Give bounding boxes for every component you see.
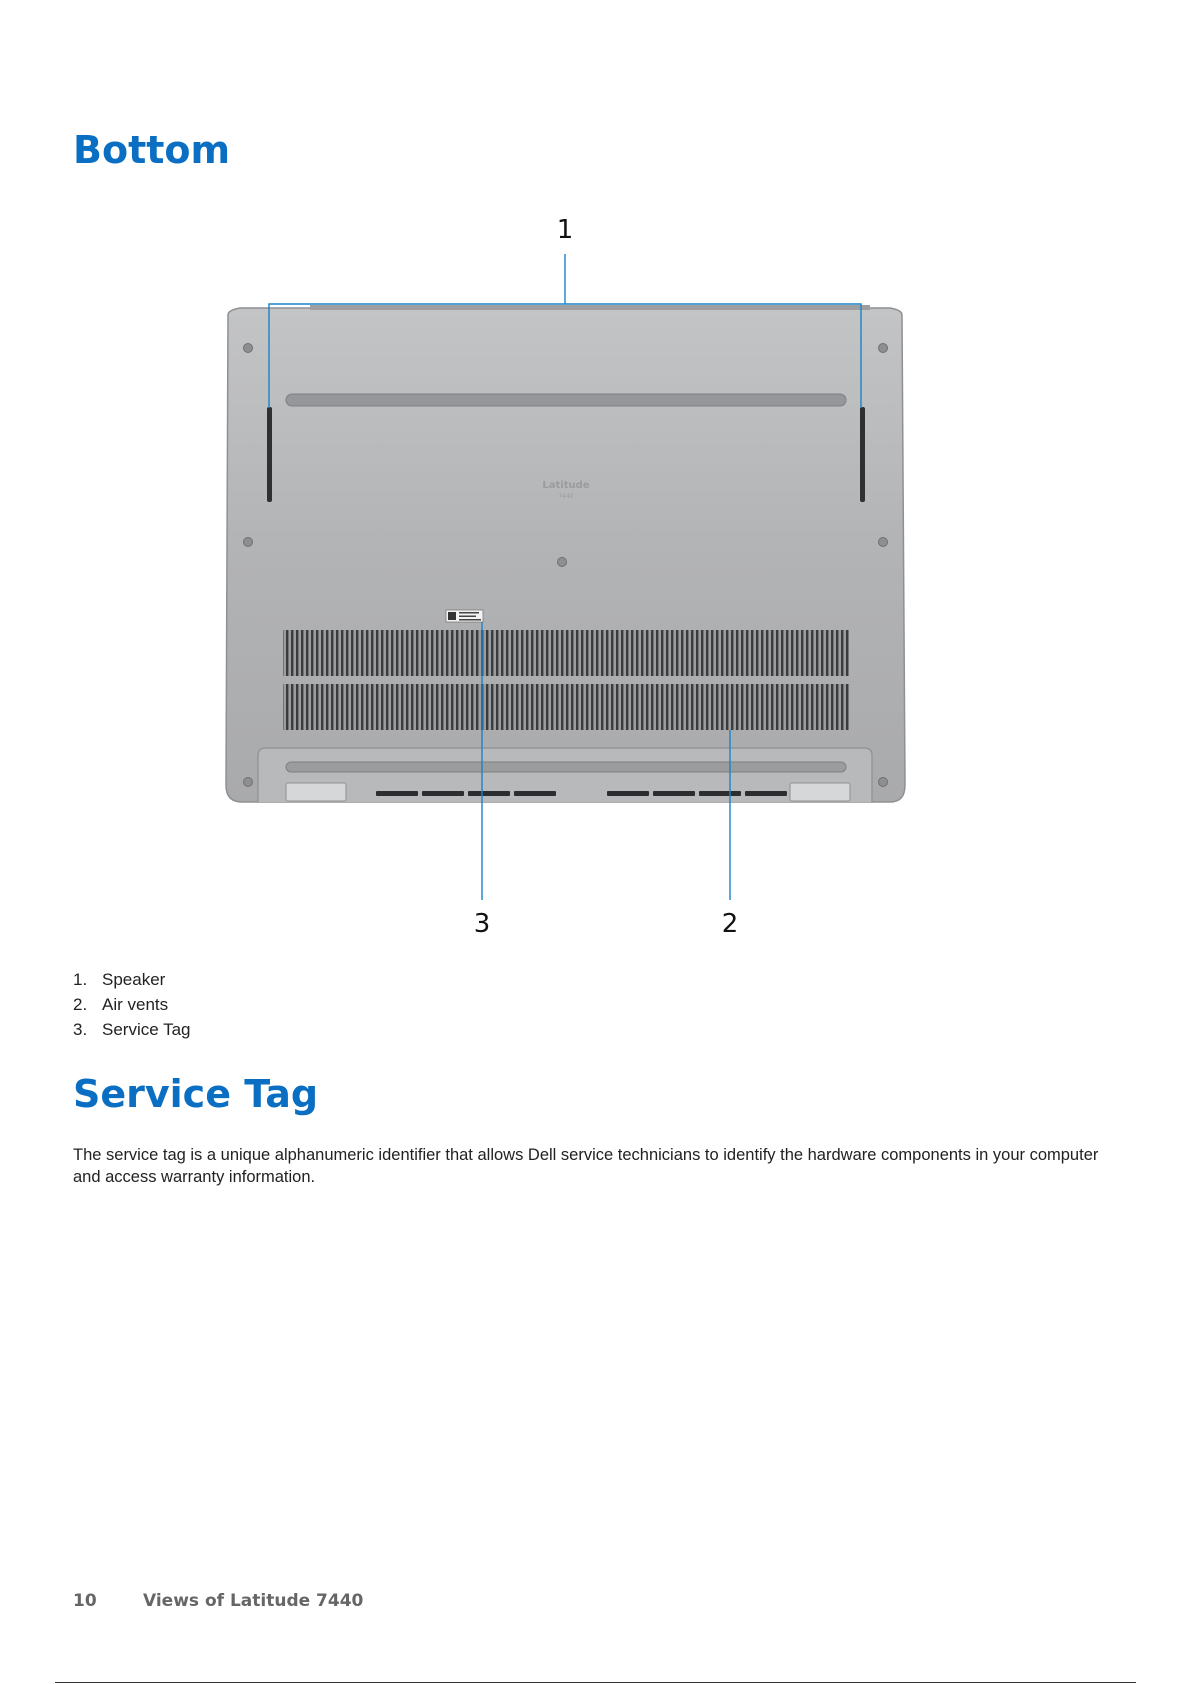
legend-item (73, 1017, 191, 1042)
bottom-panel (258, 748, 872, 802)
figure-legend (73, 967, 191, 1042)
speaker-right (860, 407, 865, 502)
laptop-logo: Latitude (542, 480, 590, 491)
legend-label: Air vents (102, 995, 169, 1014)
top-rail (286, 394, 846, 406)
section-title-service-tag: Service Tag (73, 1072, 319, 1116)
footer-rule (55, 1682, 1136, 1683)
legend-label: Speaker (102, 970, 166, 989)
legend-number: 3. (73, 1020, 88, 1039)
legend-number: 2. (73, 995, 88, 1014)
callout-1: 1 (556, 215, 574, 245)
callout-3: 3 (473, 909, 491, 939)
service-tag-description: The service tag is a unique alphanumeric identifier that allows Dell service technicians to identify the hardware components in your computer and access warranty information. (73, 1146, 1099, 1186)
legend-item (73, 967, 191, 992)
air-vent-upper (283, 630, 849, 676)
legend-item (73, 992, 191, 1017)
section-title-bottom: Bottom (73, 128, 231, 172)
laptop-bottom-figure (200, 210, 980, 950)
air-vent-lower (283, 684, 849, 730)
page-number: 10 (73, 1591, 97, 1611)
page-footer (73, 1591, 363, 1611)
laptop-model: 7440 (558, 493, 574, 500)
service-tag-label (446, 610, 483, 622)
legend-label: Service Tag (102, 1020, 191, 1039)
callout-2: 2 (721, 909, 739, 939)
chapter-title: Views of Latitude 7440 (143, 1591, 364, 1611)
legend-number: 1. (73, 970, 88, 989)
speaker-left (267, 407, 272, 502)
